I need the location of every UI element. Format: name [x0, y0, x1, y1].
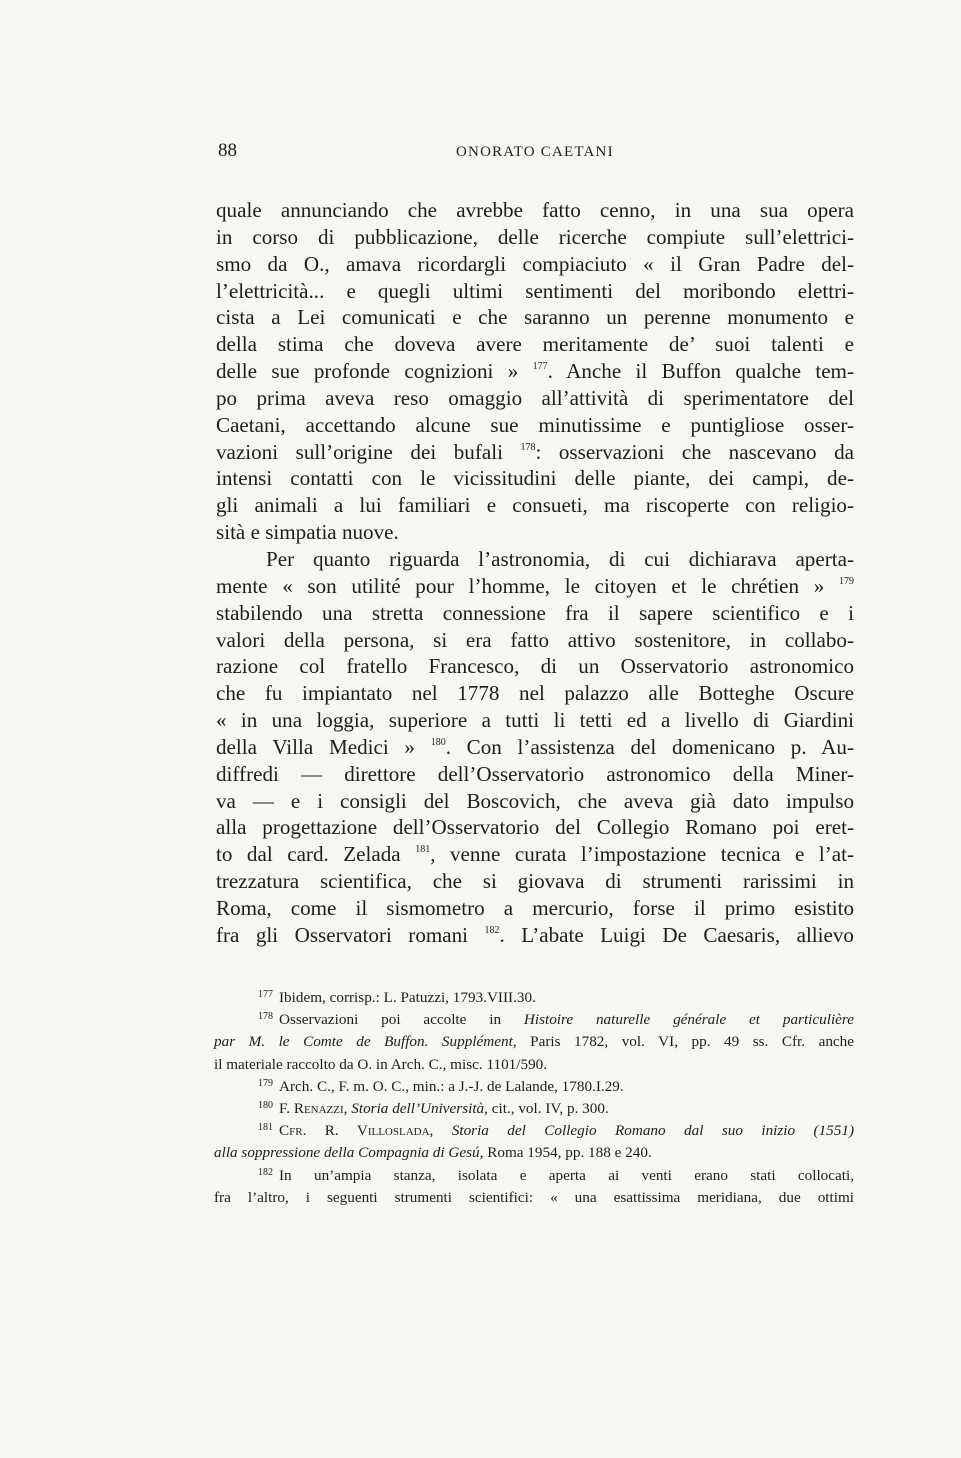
footnote — [214, 1098, 854, 1120]
footnote-text: Osservazioni poi accolte in — [279, 1011, 502, 1029]
text-fragment: : osservazioni che nascevano da — [535, 439, 854, 464]
text-line: diffredi — direttore dell’Osservatorio astronomico della Miner- — [216, 761, 854, 786]
text-line: gli animali a lui familiari e consueti, ma riscoperte con religio- — [216, 493, 854, 518]
text-fragment: mente « son utilité pour l’homme, le citoyen et le chrétien » — [216, 573, 825, 598]
text-line: l’elettricità... e quegli ultimi sentimenti del moribondo elettri- — [216, 278, 854, 303]
text-line: intensi contatti con le vicissitudini delle piante, dei campi, de- — [216, 466, 854, 491]
text-line: « in una loggia, superiore a tutti li tetti ed a livello di Giardini — [216, 708, 854, 733]
footnote-title: par M. le Comte de Buffon. Supplément, — [214, 1033, 517, 1051]
footnote-ref: 181 — [415, 844, 431, 856]
footnote — [214, 1076, 854, 1098]
text-line — [216, 573, 854, 600]
text-line: sità e simpatia nuove. — [216, 520, 399, 545]
text-fragment: . Anche il Buffon qualche tem- — [547, 359, 854, 384]
footnote-number: 178 — [258, 1011, 273, 1023]
text-line: Roma, come il sismometro a mercurio, forse il primo esistito — [216, 895, 854, 920]
footnote-ref: 178 — [520, 441, 536, 453]
text-line — [216, 734, 854, 761]
footnote-text: Arch. C., F. m. O. C., min.: a J.-J. de Lalande, 1780.I.29. — [279, 1077, 624, 1095]
footnote-number: 181 — [258, 1122, 273, 1134]
text-line: quale annunciando che avrebbe fatto cenno, in una sua opera — [216, 198, 854, 222]
text-line: alla progettazione dell’Osservatorio del Collegio Romano poi eret- — [216, 815, 854, 840]
text-fragment: fra gli Osservatori romani — [216, 922, 469, 947]
footnote — [214, 1165, 854, 1187]
footnote-line: fra l’altro, i seguenti strumenti scientifici: « una esattissima meridiana, due ottimi — [214, 1188, 854, 1206]
footnote-number: 182 — [258, 1166, 273, 1178]
footnote-title: alla soppressione della Compagnia di Gesú, — [214, 1144, 484, 1162]
author-name: F. Renazzi, — [279, 1099, 348, 1117]
footnote-line: il materiale raccolto da O. in Arch. C., misc. 1101/590. — [214, 1055, 548, 1073]
text-line: cista a Lei comunicati e che saranno un perenne monumento e — [216, 305, 854, 330]
running-title: ONORATO CAETANI — [456, 144, 614, 160]
text-line — [216, 922, 854, 949]
footnote-text: In un’ampia stanza, isolata e aperta ai venti erano stati collocati, — [279, 1166, 854, 1184]
text-line: va — e i consigli del Boscovich, che aveva già dato impulso — [216, 788, 854, 813]
page-header — [218, 140, 853, 168]
footnote-line — [214, 1031, 854, 1053]
text-line: Per quanto riguarda l’astronomia, di cui dichiarava aperta- — [266, 546, 854, 571]
text-fragment: . Con l’assistenza del domenicano p. Au- — [445, 734, 854, 759]
footnote-title: Storia del Collegio Romano dal suo inizio (1551) — [451, 1122, 855, 1140]
text-line — [216, 358, 854, 385]
footnote — [214, 1120, 854, 1142]
footnote-title: Histoire naturelle générale et particulière — [523, 1011, 854, 1029]
footnote-ref: 179 — [839, 575, 854, 587]
text-line: smo da O., amava ricordargli compiaciuto « il Gran Padre del- — [216, 251, 854, 276]
footnote-number: 177 — [258, 989, 273, 1000]
text-fragment: , venne curata l’impostazione tecnica e l’at- — [430, 842, 854, 867]
text-fragment: della Villa Medici » — [216, 734, 415, 759]
text-fragment: to dal card. Zelada — [216, 842, 401, 867]
footnote-text: Paris 1782, vol. VI, pp. 49 ss. Cfr. anche — [530, 1033, 855, 1051]
body-text — [216, 197, 854, 949]
text-line: valori della persona, si era fatto attivo sostenitore, in collabo- — [216, 627, 854, 652]
text-fragment: . L’abate Luigi De Caesaris, allievo — [499, 922, 854, 947]
footnote-number: 180 — [258, 1099, 273, 1111]
footnote-text: Ibidem, corrisp.: L. Patuzzi, 1793.VIII.30. — [279, 989, 536, 1006]
text-line: stabilendo una stretta connessione fra il sapere scientifico e i — [216, 600, 854, 625]
footnote-text: Roma 1954, pp. 188 e 240. — [487, 1144, 652, 1162]
footnote — [214, 1009, 854, 1031]
footnote-ref: 177 — [532, 361, 548, 373]
footnote-line — [214, 1142, 854, 1164]
footnote-title: Storia dell’Università, — [351, 1099, 488, 1117]
text-line: trezzatura scientifica, che si giovava di strumenti rarissimi in — [216, 869, 854, 894]
text-line: che fu impiantato nel 1778 nel palazzo alle Botteghe Oscure — [216, 681, 854, 706]
text-line: in corso di pubblicazione, delle ricerche compiute sull’elettrici- — [216, 224, 854, 249]
text-line — [216, 439, 854, 466]
text-fragment: delle sue profonde cognizioni » — [216, 359, 519, 384]
footnote-ref: 182 — [484, 924, 500, 936]
author-name: Cfr. R. Villoslada, — [279, 1122, 434, 1140]
footnote-text: cit., vol. IV, p. 300. — [491, 1099, 609, 1117]
text-line — [216, 841, 854, 868]
text-line: della stima che doveva avere meritamente de’ suoi talenti e — [216, 332, 854, 357]
footnote-ref: 180 — [430, 736, 446, 748]
footnote — [214, 987, 854, 1009]
text-line: Caetani, accettando alcune sue minutissime e puntigliose osser- — [216, 412, 854, 437]
text-fragment: vazioni sull’origine dei bufali — [216, 439, 503, 464]
footnotes — [214, 987, 854, 1209]
text-line: po prima aveva reso omaggio all’attività di sperimentatore del — [216, 385, 854, 410]
footnote-number: 179 — [258, 1077, 273, 1089]
page-number: 88 — [218, 140, 237, 161]
text-line: razione col fratello Francesco, di un Osservatorio astronomico — [216, 654, 854, 679]
